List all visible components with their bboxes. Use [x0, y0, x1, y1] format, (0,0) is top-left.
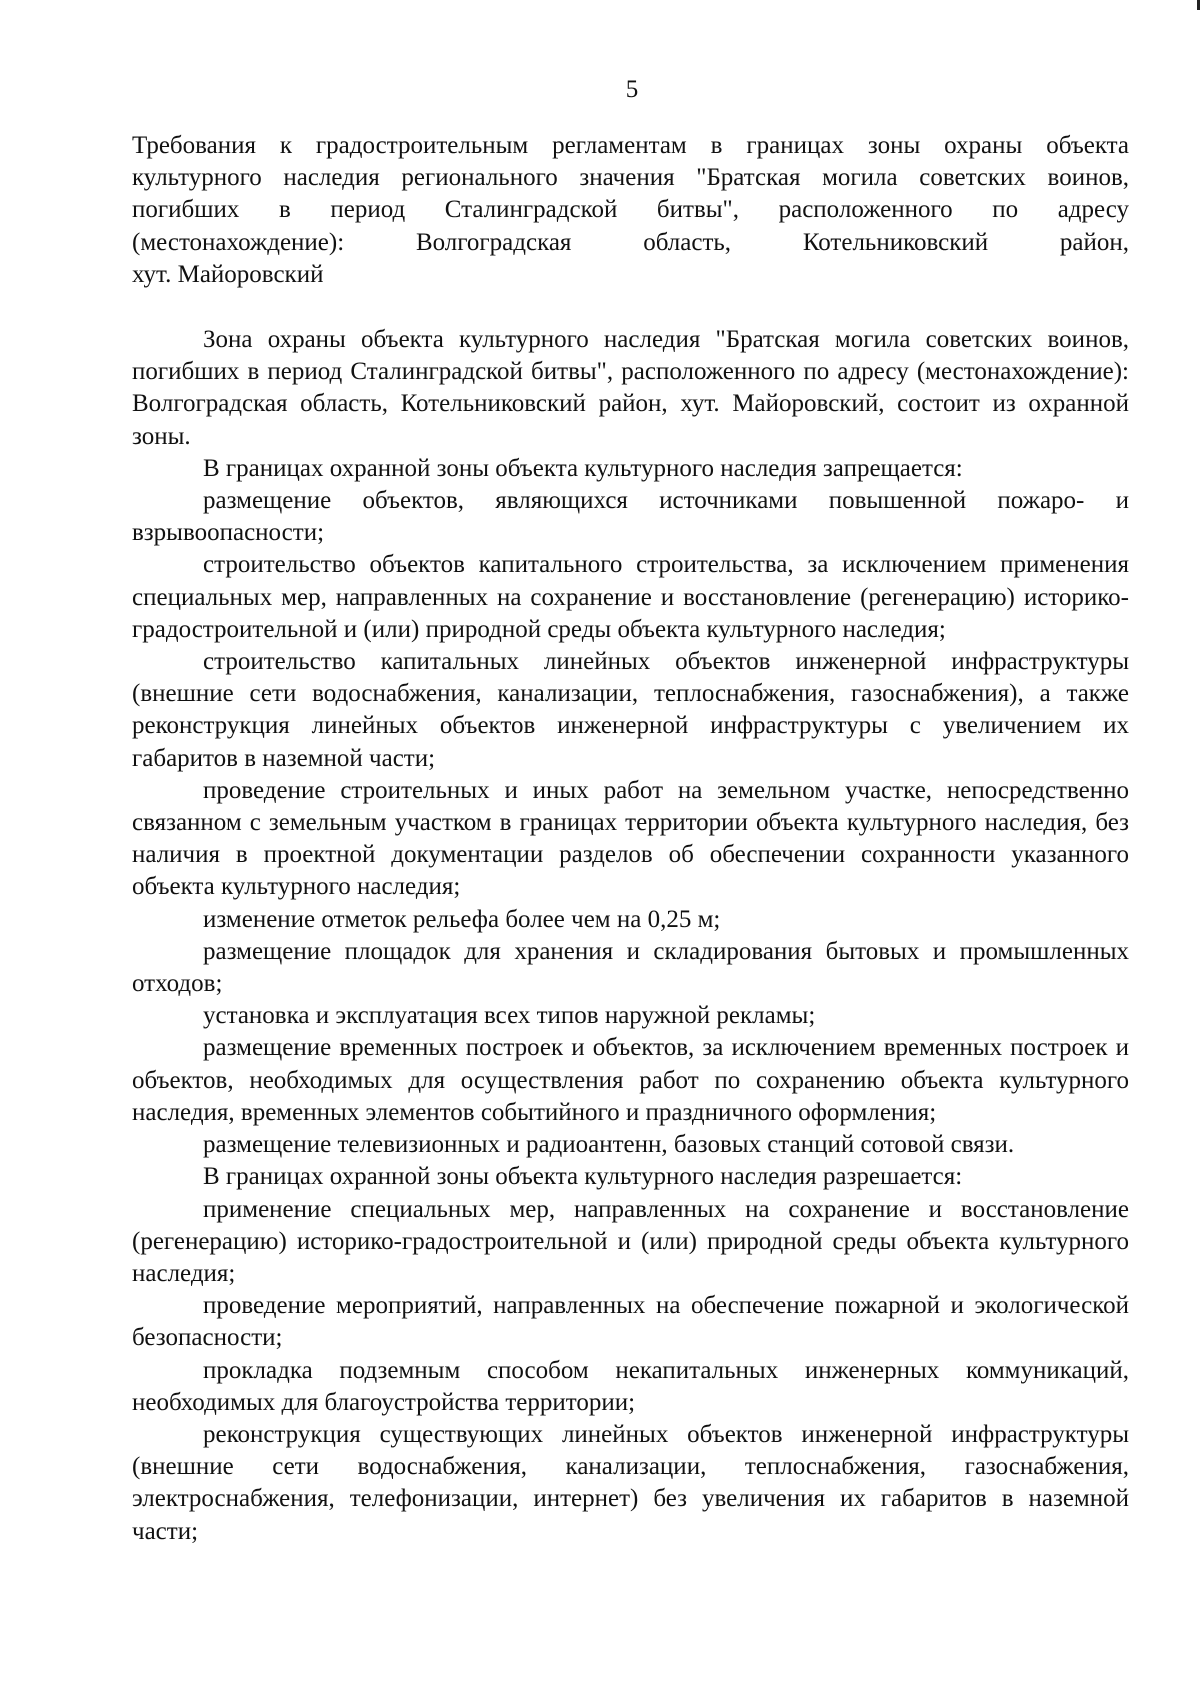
title-line: культурного наследия регионального значения "Братская могила советских воинов,: [132, 164, 1129, 192]
list-item-permission: проведение мероприятий, направленных на обеспечение пожарной и экологической безопасности;: [132, 1292, 1129, 1352]
list-item-permission: прокладка подземным способом некапитальных инженерных коммуникаций, необходимых для благоустройства территории;: [132, 1356, 1129, 1416]
list-item-prohibition: строительство объектов капитального строительства, за исключением применения специальных мер, направленных на сохранение и восстановление (регенерацию) историко-градостроительной и (или) природной среды объекта культурного наследия;: [132, 551, 1129, 643]
list-item-prohibition: размещение объектов, являющихся источниками повышенной пожаро- и взрывоопасности;: [132, 487, 1129, 547]
list-item-prohibition: размещение временных построек и объектов, за исключением временных построек и объектов, необходимых для осуществления работ по сохранению объекта культурного наследия, временных элементов событийного и праздничного оформления;: [132, 1034, 1129, 1126]
title-line: погибших в период Сталинградской битвы", расположенного по адресу: [132, 196, 1129, 224]
list-item-prohibition: строительство капитальных линейных объектов инженерной инфраструктуры (внешние сети водоснабжения, канализации, теплоснабжения, газоснабжения), а также реконструкция линейных объектов инженерной инфраструктуры с увеличением их габаритов в наземной части;: [132, 648, 1129, 772]
list-item-permission: применение специальных мер, направленных на сохранение и восстановление (регенерацию) историко-градостроительной и (или) природной среды объекта культурного наследия;: [132, 1195, 1129, 1287]
page-number: 5: [625, 76, 639, 103]
paragraph-zone-composition: Зона охраны объекта культурного наследия "Братская могила советских воинов, погибших в период Сталинградской битвы", расположенного по адресу (местонахождение): Волгоградская область, Котельниковский район, хут. Майоровский, состоит из охранной зоны.: [132, 326, 1129, 450]
list-item-prohibition: размещение телевизионных и радиоантенн, базовых станций сотовой связи.: [203, 1131, 1015, 1159]
list-item-prohibition: установка и эксплуатация всех типов наружной рекламы;: [203, 1002, 816, 1030]
document-title: [132, 130, 1129, 291]
title-line-last: хут. Майоровский: [132, 260, 324, 288]
title-line: (местонахождение): Волгоградская область, Котельниковский район,: [132, 228, 1129, 256]
list-item-prohibition: проведение строительных и иных работ на земельном участке, непосредственно связанном с земельным участком в границах территории объекта культурного наследия, без наличия в проектной документации разделов об обеспечении сохранности указанного объекта культурного наследия;: [132, 776, 1129, 901]
paragraph-prohibitions-heading: В границах охранной зоны объекта культурного наследия запрещается:: [203, 454, 963, 482]
paragraph-permissions-heading: В границах охранной зоны объекта культурного наследия разрешается:: [203, 1163, 963, 1191]
document-body: [132, 130, 1129, 1548]
title-line: Требования к градостроительным регламентам в границах зоны охраны объекта: [132, 132, 1129, 159]
list-item-prohibition: изменение отметок рельефа более чем на 0,25 м;: [203, 905, 721, 933]
list-item-prohibition: размещение площадок для хранения и складирования бытовых и промышленных отходов;: [132, 937, 1129, 998]
title-spacer: [132, 291, 1129, 324]
list-item-permission: реконструкция существующих линейных объектов инженерной инфраструктуры (внешние сети водоснабжения, канализации, теплоснабжения, газоснабжения, электроснабжения, телефонизации, интернет) без увеличения их габаритов в наземной части;: [132, 1420, 1129, 1545]
